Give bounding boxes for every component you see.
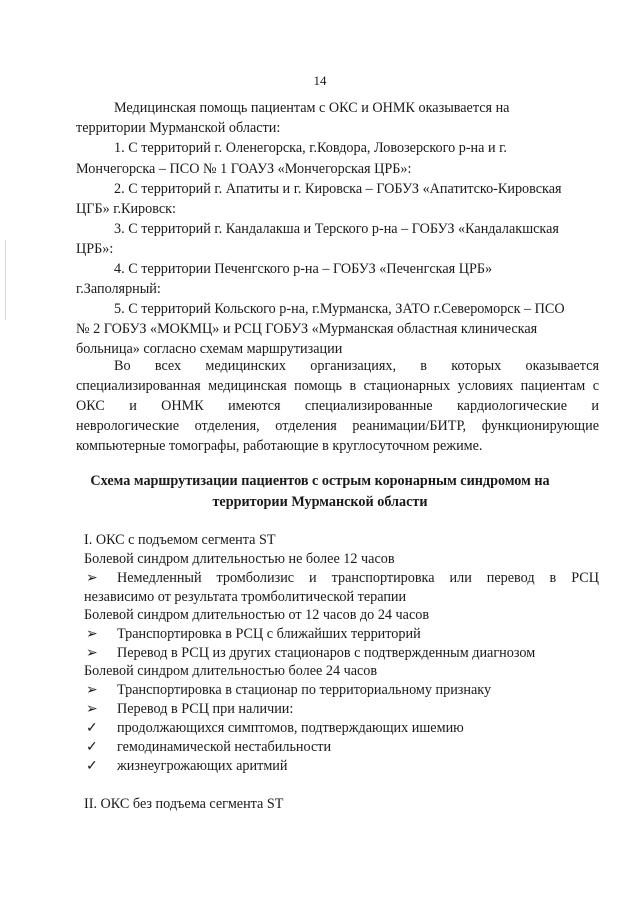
intro-line: г.Заполярный:: [76, 281, 161, 297]
intro-line: Медицинская помощь пациентам с ОКС и ОНМК оказывается на: [114, 100, 510, 116]
intro-line: 2. С территорий г. Апатиты и г. Кировска – ГОБУЗ «Апатитско-Кировская: [114, 181, 562, 197]
bullet-text: Транспортировка в стационар по территориальному признаку: [117, 682, 492, 698]
pain-duration: Болевой синдром длительностью не более 12 часов: [84, 551, 395, 567]
section-title: I. ОКС с подъемом сегмента ST: [84, 532, 276, 548]
intro-line: № 2 ГОБУЗ «МОКМЦ» и РСЦ ГОБУЗ «Мурманская областная клиническая: [76, 321, 538, 337]
intro-line: ЦРБ»:: [76, 241, 114, 257]
check-item-text: жизнеугрожающих аритмий: [117, 758, 288, 774]
page-number: 14: [313, 73, 327, 88]
bullet-text: Перевод в РСЦ при наличии:: [117, 701, 294, 717]
intro-line: компьютерные томографы, работающие в круглосуточном режиме.: [76, 438, 483, 454]
section-title: II. ОКС без подъема сегмента ST: [84, 796, 284, 812]
pain-duration: Болевой синдром длительностью от 12 часов до 24 часов: [84, 607, 430, 623]
intro-line: 4. С территории Печенгского р-на – ГОБУЗ «Печенгская ЦРБ»: [114, 261, 493, 277]
intro-line: Во всех медицинских организациях, в которых оказывается: [114, 358, 599, 374]
bullet-text: независимо от результата тромболитической терапии: [84, 589, 407, 605]
check-icon: ✓: [86, 739, 98, 755]
bullet-text: Перевод в РСЦ из других стационаров с подтвержденным диагнозом: [117, 645, 536, 661]
bullet-text: Немедленный тромболизис и транспортировка или перевод в РСЦ: [117, 570, 599, 586]
intro-line: Мончегорска – ПСО № 1 ГОАУЗ «Мончегорская ЦРБ»:: [76, 161, 412, 177]
check-item-text: гемодинамической нестабильности: [117, 739, 332, 755]
intro-line: 3. С территорий г. Кандалакша и Терского р-на – ГОБУЗ «Кандалакшская: [114, 221, 559, 237]
arrow-bullet-icon: ➢: [86, 570, 98, 586]
intro-line: 5. С территорий Кольского р-на, г.Мурманска, ЗАТО г.Североморск – ПСО: [114, 301, 565, 317]
pain-duration: Болевой синдром длительностью более 24 часов: [84, 663, 378, 679]
check-icon: ✓: [86, 720, 98, 736]
intro-line: ОКС и ОНМК имеются специализированные кардиологические и: [76, 398, 599, 414]
bullet-text: Транспортировка в РСЦ с ближайших территорий: [117, 626, 421, 642]
intro-line: территории Мурманской области:: [76, 120, 281, 136]
check-item-text: продолжающихся симптомов, подтверждающих ишемию: [117, 720, 464, 736]
intro-line: специализированная медицинская помощь в стационарных условиях пациентам с: [76, 378, 599, 394]
intro-line: ЦГБ» г.Кировск:: [76, 201, 176, 217]
arrow-bullet-icon: ➢: [86, 682, 98, 698]
intro-line: больница» согласно схемам маршрутизации: [76, 341, 343, 357]
section-heading: Схема маршрутизации пациентов с острым коронарным синдромом на: [90, 473, 550, 489]
scan-artifact: [5, 240, 6, 320]
intro-line: неврологические отделения, отделения реанимации/БИТР, функционирующие: [76, 418, 599, 434]
intro-line: 1. С территорий г. Оленегорска, г.Ковдора, Ловозерского р-на и г.: [114, 140, 507, 156]
arrow-bullet-icon: ➢: [86, 645, 98, 661]
arrow-bullet-icon: ➢: [86, 626, 98, 642]
arrow-bullet-icon: ➢: [86, 701, 98, 717]
check-icon: ✓: [86, 758, 98, 774]
section-heading: территории Мурманской области: [212, 494, 428, 510]
